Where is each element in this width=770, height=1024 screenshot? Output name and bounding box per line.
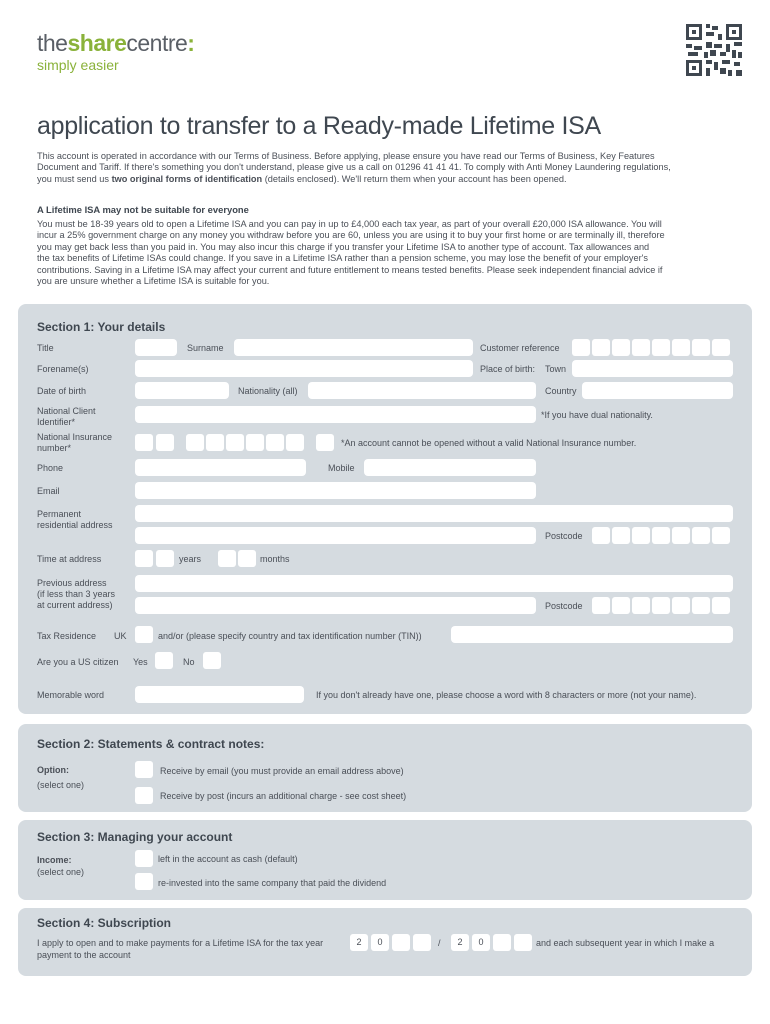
customer-reference-box[interactable] — [592, 339, 610, 356]
country-field[interactable] — [582, 382, 733, 399]
nin-box[interactable] — [156, 434, 174, 451]
us-citizen-label: Are you a US citizen — [37, 657, 119, 667]
section4-heading: Section 4: Subscription — [37, 916, 172, 930]
warning-heading: A Lifetime ISA may not be suitable for everyone — [37, 204, 249, 215]
title-label: Title — [37, 343, 54, 353]
nin-box[interactable] — [316, 434, 334, 451]
memorable-word-note: If you don't already have one, please choose a word with 8 characters or more (not your name). — [316, 690, 697, 700]
no-label: No — [183, 657, 195, 667]
nin-box[interactable] — [206, 434, 224, 451]
tax-year-end-digit[interactable] — [493, 934, 511, 951]
memorable-word-label: Memorable word — [37, 690, 105, 700]
nin-box[interactable] — [286, 434, 304, 451]
customer-reference-box[interactable] — [612, 339, 630, 356]
previous-postcode-box[interactable] — [712, 597, 730, 614]
previous-address-line-2-field[interactable] — [135, 597, 536, 614]
dob-label: Date of birth — [37, 386, 87, 396]
email-field[interactable] — [135, 482, 536, 499]
postcode-label: Postcode — [545, 531, 583, 541]
country-label: Country — [545, 386, 577, 396]
section3-heading: Section 3: Managing your account — [37, 830, 233, 844]
logo: thesharecentre: — [37, 30, 195, 56]
previous-address-line-1-field[interactable] — [135, 575, 733, 592]
tax-year-start-digit[interactable] — [392, 934, 410, 951]
select-one-label: (select one) — [37, 867, 85, 877]
phone-label: Phone — [37, 463, 64, 473]
nin-box[interactable] — [266, 434, 284, 451]
title-field[interactable] — [135, 339, 177, 356]
previous-postcode-box[interactable] — [592, 597, 610, 614]
section2-heading: Section 2: Statements & contract notes: — [37, 737, 265, 751]
years-box[interactable] — [135, 550, 153, 567]
previous-postcode-label: Postcode — [545, 601, 583, 611]
post-statement-label: Receive by post (incurs an additional charge - see cost sheet) — [160, 791, 407, 801]
nin-box[interactable] — [135, 434, 153, 451]
yes-label: Yes — [133, 657, 148, 667]
nin-box[interactable] — [186, 434, 204, 451]
customer-reference-box[interactable] — [632, 339, 650, 356]
forenames-field[interactable] — [135, 360, 473, 377]
income-label: Income: — [37, 855, 72, 865]
address-line-2-field[interactable] — [135, 527, 536, 544]
customer-reference-label: Customer reference — [480, 343, 560, 353]
us-yes-checkbox[interactable] — [155, 652, 173, 669]
address-label: Permanent residential address — [37, 509, 113, 530]
warning-text: You must be 18-39 years old to open a Lifetime ISA and you can pay in up to £4,000 each tax year, as part of your overall £20,000 ISA allowance. You will incur a 25% government charge on any money you withdraw before you are 60, unless you are using it to buy your first home or are terminally ill, therefore you may get back less than you paid in. You may also incur this charge if you transfer your Lifetime ISA to another type of account. Tax allowances and the tax benefits of Lifetime ISAs could change. If you save in a Lifetime ISA rather than a pension scheme, you may lose the benefit of your employer's contributions. Saving in a Lifetime ISA may affect your current and future entitlement to means tested benefits. Please seek independent financial advice if you are unsure whether a Lifetime ISA is suitable for you. — [37, 219, 665, 287]
cash-income-checkbox[interactable] — [135, 850, 153, 867]
customer-reference-box[interactable] — [692, 339, 710, 356]
months-box[interactable] — [238, 550, 256, 567]
uk-checkbox[interactable] — [135, 626, 153, 643]
tax-year-start-digit[interactable]: 2 — [350, 934, 368, 951]
place-of-birth-label: Place of birth: — [480, 364, 536, 374]
customer-reference-box[interactable] — [572, 339, 590, 356]
phone-field[interactable] — [135, 459, 306, 476]
previous-postcode-box[interactable] — [632, 597, 650, 614]
months-box[interactable] — [218, 550, 236, 567]
town-field[interactable] — [572, 360, 733, 377]
tax-year-start-digit[interactable]: 0 — [371, 934, 389, 951]
nin-note: *An account cannot be opened without a valid National Insurance number. — [341, 438, 637, 448]
reinvest-income-label: re-invested into the same company that paid the dividend — [158, 878, 387, 888]
years-label: years — [179, 554, 202, 564]
time-at-address-label: Time at address — [37, 554, 102, 564]
nin-box[interactable] — [246, 434, 264, 451]
section1-heading: Section 1: Your details — [37, 320, 166, 334]
intro-text: This account is operated in accordance with our Terms of Business. Before applying, please ensure you have read our Terms of Business, Key Features Document and Tariff. If there's something you don't understand, please give us a call on 01296 41 41 41. To comply with Anti Money Laundering regulations, you must send us two original forms of identification (details enclosed). We'll return them when your account has been opened. — [37, 151, 671, 184]
dob-field[interactable] — [135, 382, 229, 399]
previous-postcode-box[interactable] — [672, 597, 690, 614]
nci-note: *If you have dual nationality. — [541, 410, 653, 420]
tagline: simply easier — [37, 57, 119, 73]
option-label: Option: — [37, 765, 69, 775]
months-label: months — [260, 554, 290, 564]
nationality-field[interactable] — [308, 382, 536, 399]
nci-label: National Client Identifier* — [37, 406, 96, 427]
tax-year-end-digit[interactable]: 2 — [451, 934, 469, 951]
mobile-label: Mobile — [328, 463, 355, 473]
post-statement-checkbox[interactable] — [135, 787, 153, 804]
postcode-box[interactable] — [652, 527, 670, 544]
tax-year-end-digit[interactable] — [514, 934, 532, 951]
postcode-box[interactable] — [632, 527, 650, 544]
postcode-box[interactable] — [672, 527, 690, 544]
cash-income-label: left in the account as cash (default) — [158, 854, 298, 864]
email-statement-checkbox[interactable] — [135, 761, 153, 778]
tax-year-start-digit[interactable] — [413, 934, 431, 951]
forenames-label: Forename(s) — [37, 364, 89, 374]
nin-label: National Insurance number* — [37, 432, 113, 453]
tax-year-separator: / — [438, 938, 441, 948]
tax-residence-label: Tax Residence — [37, 631, 97, 641]
subscription-text-continued: payment to the account — [37, 950, 131, 960]
qr-code-icon — [686, 24, 742, 76]
uk-label: UK — [114, 631, 127, 641]
previous-postcode-box[interactable] — [612, 597, 630, 614]
previous-postcode-box[interactable] — [652, 597, 670, 614]
address-line-1-field[interactable] — [135, 505, 733, 522]
reinvest-income-checkbox[interactable] — [135, 873, 153, 890]
postcode-box[interactable] — [612, 527, 630, 544]
postcode-box[interactable] — [592, 527, 610, 544]
surname-field[interactable] — [234, 339, 473, 356]
nationality-label: Nationality (all) — [238, 386, 298, 396]
years-box[interactable] — [156, 550, 174, 567]
subscription-text: I apply to open and to make payments for a Lifetime ISA for the tax year — [37, 938, 324, 948]
surname-label: Surname — [187, 343, 224, 353]
postcode-box[interactable] — [692, 527, 710, 544]
select-one-label: (select one) — [37, 780, 85, 790]
town-label: Town — [545, 364, 567, 374]
email-statement-label: Receive by email (you must provide an email address above) — [160, 766, 404, 776]
previous-address-label: Previous address (if less than 3 years at current address) — [37, 578, 116, 610]
previous-postcode-box[interactable] — [692, 597, 710, 614]
memorable-word-field[interactable] — [135, 686, 304, 703]
customer-reference-box[interactable] — [652, 339, 670, 356]
postcode-box[interactable] — [712, 527, 730, 544]
tax-identification-field[interactable] — [451, 626, 733, 643]
mobile-field[interactable] — [364, 459, 536, 476]
nci-field[interactable] — [135, 406, 536, 423]
us-no-checkbox[interactable] — [203, 652, 221, 669]
nin-box[interactable] — [226, 434, 244, 451]
email-label: Email — [37, 486, 60, 496]
customer-reference-box[interactable] — [712, 339, 730, 356]
customer-reference-box[interactable] — [672, 339, 690, 356]
page-title: application to transfer to a Ready-made Lifetime ISA — [37, 112, 601, 140]
tax-year-end-digit[interactable]: 0 — [472, 934, 490, 951]
tax-other-label: and/or (please specify country and tax identification number (TIN)) — [158, 631, 422, 641]
subscription-text-after: and each subsequent year in which I make a — [536, 938, 715, 948]
